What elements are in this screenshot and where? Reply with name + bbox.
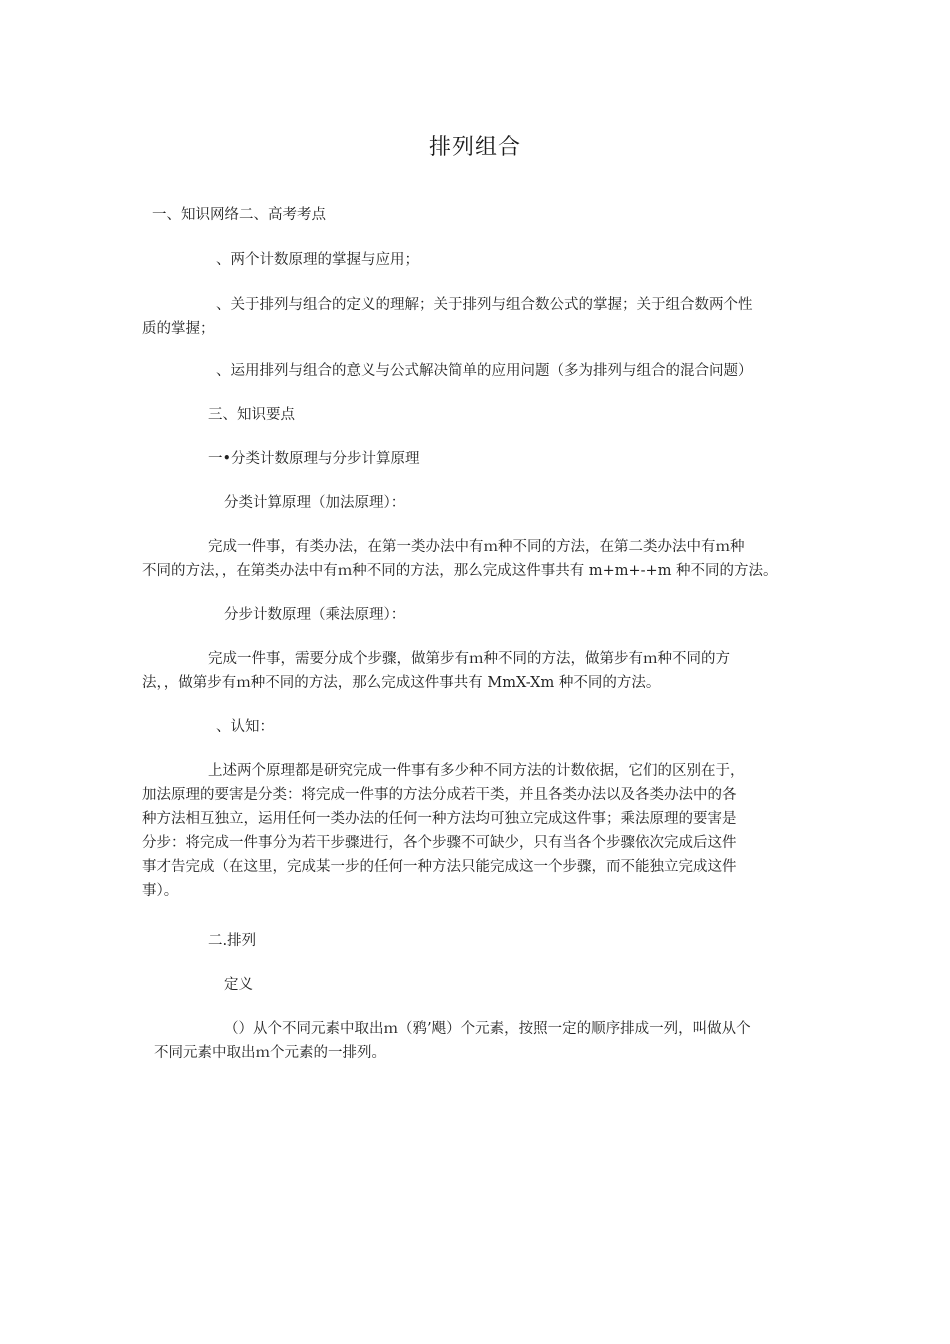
cognition-line-1: 上述两个原理都是研究完成一件事有多少种不同方法的计数依据，它们的区别在于， xyxy=(208,763,745,779)
cognition-line-2: 加法原理的要害是分类：将完成一件事的方法分成若干类，并且各类办法以及各类办法中的各 xyxy=(142,787,737,803)
addition-principle-title: 分类计算原理（加法原理）： xyxy=(224,495,406,511)
multiplication-principle-title: 分步计数原理（乘法原理）： xyxy=(224,607,406,623)
addition-principle-line-2: 不同的方法，，在第类办法中有ｍ种不同的方法，那么完成这件事共有 m+m+-+m 种不同的方法。 xyxy=(142,563,778,579)
heading-knowledge-network: 一、知识网络二、高考考点 xyxy=(152,207,326,223)
cognition-line-4: 分步：将完成一件事分为若干步骤进行，各个步骤不可缺少，只有当各个步骤依次完成后这件 xyxy=(142,835,737,851)
exam-point-3: 、运用排列与组合的意义与公式解决简单的应用问题（多为排列与组合的混合问题） xyxy=(216,363,753,379)
multiplication-principle-line-2: 法，，做第步有ｍ种不同的方法，那么完成这件事共有 MmX-Xm 种不同的方法。 xyxy=(142,675,661,691)
multiplication-principle-line-1: 完成一件事，需要分成个步骤，做第步有ｍ种不同的方法，做第步有ｍ种不同的方 xyxy=(208,651,730,667)
definition-title: 定义 xyxy=(224,977,253,993)
exam-point-2-line-1: 、关于排列与组合的定义的理解；关于排列与组合数公式的掌握；关于组合数两个性 xyxy=(216,297,753,313)
subheading-permutation: 二.排列 xyxy=(208,933,257,949)
cognition-line-5: 事才告完成（在这里，完成某一步的任何一种方法只能完成这一个步骤，而不能独立完成这件 xyxy=(142,859,737,875)
definition-line-2: 不同元素中取出ｍ个元素的一排列。 xyxy=(154,1045,386,1061)
definition-line-1: （）从个不同元素中取出ｍ（鸦’飓）个元素，按照一定的顺序排成一列，叫做从个 xyxy=(224,1021,751,1037)
cognition-title: 、认知： xyxy=(216,719,274,735)
exam-point-1: 、两个计数原理的掌握与应用； xyxy=(216,252,419,268)
subheading-counting-principles: 一•分类计数原理与分步计算原理 xyxy=(208,451,420,467)
cognition-line-6: 事）。 xyxy=(142,883,179,899)
exam-point-2-line-2: 质的掌握； xyxy=(142,321,215,337)
document-title: 排列组合 xyxy=(428,135,521,160)
addition-principle-line-1: 完成一件事，有类办法，在第一类办法中有ｍ种不同的方法，在第二类办法中有ｍ种 xyxy=(208,539,745,555)
cognition-line-3: 种方法相互独立，运用任何一类办法的任何一种方法均可独立完成这件事；乘法原理的要害是 xyxy=(142,811,737,827)
heading-knowledge-points: 三、知识要点 xyxy=(208,407,295,423)
